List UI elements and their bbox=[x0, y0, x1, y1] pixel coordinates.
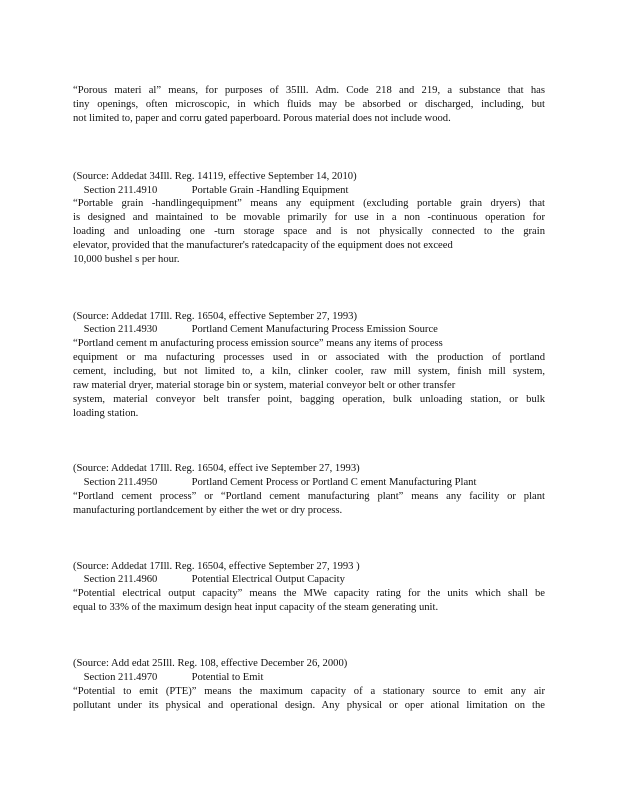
definition-potential-electrical-output bbox=[73, 587, 545, 615]
section-title: Portland Cement Manufacturing Process Emission Source bbox=[191, 323, 438, 335]
definition-portland-cement-process bbox=[73, 490, 545, 518]
definition-portable-grain-handling bbox=[73, 197, 545, 267]
section-number: Section 211.4960 bbox=[83, 573, 158, 585]
text-line: “Portable grain -handlingequipment” means any equipment (excluding portable grain dryers) that bbox=[73, 198, 545, 209]
definition-potential-to-emit bbox=[73, 685, 545, 713]
text-line: elevator, provided that the manufacturer's ratedcapacity of the equipment does not exceed bbox=[73, 239, 453, 251]
text-line: equal to 33% of the maximum design heat input capacity of the steam generating unit. bbox=[73, 601, 439, 613]
text-line: (Source: Add edat 25Ill. Reg. 108, effective December 26, 2000) bbox=[73, 657, 348, 669]
text-line: is designed and maintained to be movable primarily for use in a non -continuous operation for bbox=[73, 211, 545, 223]
text-line: equipment or ma nufacturing processes used in or associated with the production of portland bbox=[73, 351, 545, 363]
text-line: loading and unloading one -turn storage space and is not physically connected to the grain bbox=[73, 225, 545, 237]
text-line: 10,000 bushel s per hour. bbox=[73, 253, 180, 265]
section-number: Section 211.4910 bbox=[83, 184, 158, 196]
text-line: “Porous materi al” means, for purposes of 35Ill. Adm. Code 218 and 219, a substance that has bbox=[73, 85, 545, 96]
section-number: Section 211.4970 bbox=[83, 671, 158, 683]
text-line: raw material dryer, material storage bin or system, material conveyor belt or other transfer bbox=[73, 379, 456, 391]
text-line: manufacturing portlandcement by either the wet or dry process. bbox=[73, 504, 343, 516]
section-number: Section 211.4950 bbox=[83, 476, 158, 488]
text-line: “Portland cement process” or “Portland cement manufacturing plant” means any facility or plant bbox=[73, 491, 545, 502]
text-line: (Source: Addedat 17Ill. Reg. 16504, effective September 27, 1993 ) bbox=[73, 560, 360, 572]
text-line: (Source: Addedat 17Ill. Reg. 16504, effect ive September 27, 1993) bbox=[73, 462, 360, 474]
text-line: tiny openings, often microscopic, in which fluids may be absorbed or discharged, including, but bbox=[73, 98, 545, 110]
text-line: system, material conveyor belt transfer point, bagging operation, bulk unloading station, or bulk bbox=[73, 393, 545, 405]
definition-portland-cement-emission-source bbox=[73, 337, 545, 420]
definition-porous-material bbox=[73, 84, 545, 126]
text-line: “Potential to emit (PTE)” means the maximum capacity of a stationary source to emit any air bbox=[73, 686, 545, 697]
section-title: Portland Cement Process or Portland C ement Manufacturing Plant bbox=[191, 476, 477, 488]
section-title: Portable Grain -Handling Equipment bbox=[191, 184, 349, 196]
text-line: “Portland cement m anufacturing process emission source” means any items of process bbox=[73, 338, 443, 349]
section-number: Section 211.4930 bbox=[83, 323, 158, 335]
text-line: “Potential electrical output capacity” means the MWe capacity rating for the units which shall be bbox=[73, 588, 545, 599]
text-line: (Source: Addedat 34Ill. Reg. 14119, effective September 14, 2010) bbox=[73, 170, 357, 182]
text-line: cement, including, but not limited to, a kiln, clinker cooler, raw mill system, finish mill system, bbox=[73, 365, 545, 377]
section-title: Potential to Emit bbox=[191, 671, 264, 683]
text-line: not limited to, paper and corru gated paperboard. Porous material does not include wood. bbox=[73, 112, 451, 124]
section-title: Potential Electrical Output Capacity bbox=[191, 573, 345, 585]
text-line: loading station. bbox=[73, 407, 139, 419]
text-line: pollutant under its physical and operational design. Any physical or oper ational limitation on the bbox=[73, 699, 545, 711]
text-line: (Source: Addedat 17Ill. Reg. 16504, effective September 27, 1993) bbox=[73, 310, 357, 322]
